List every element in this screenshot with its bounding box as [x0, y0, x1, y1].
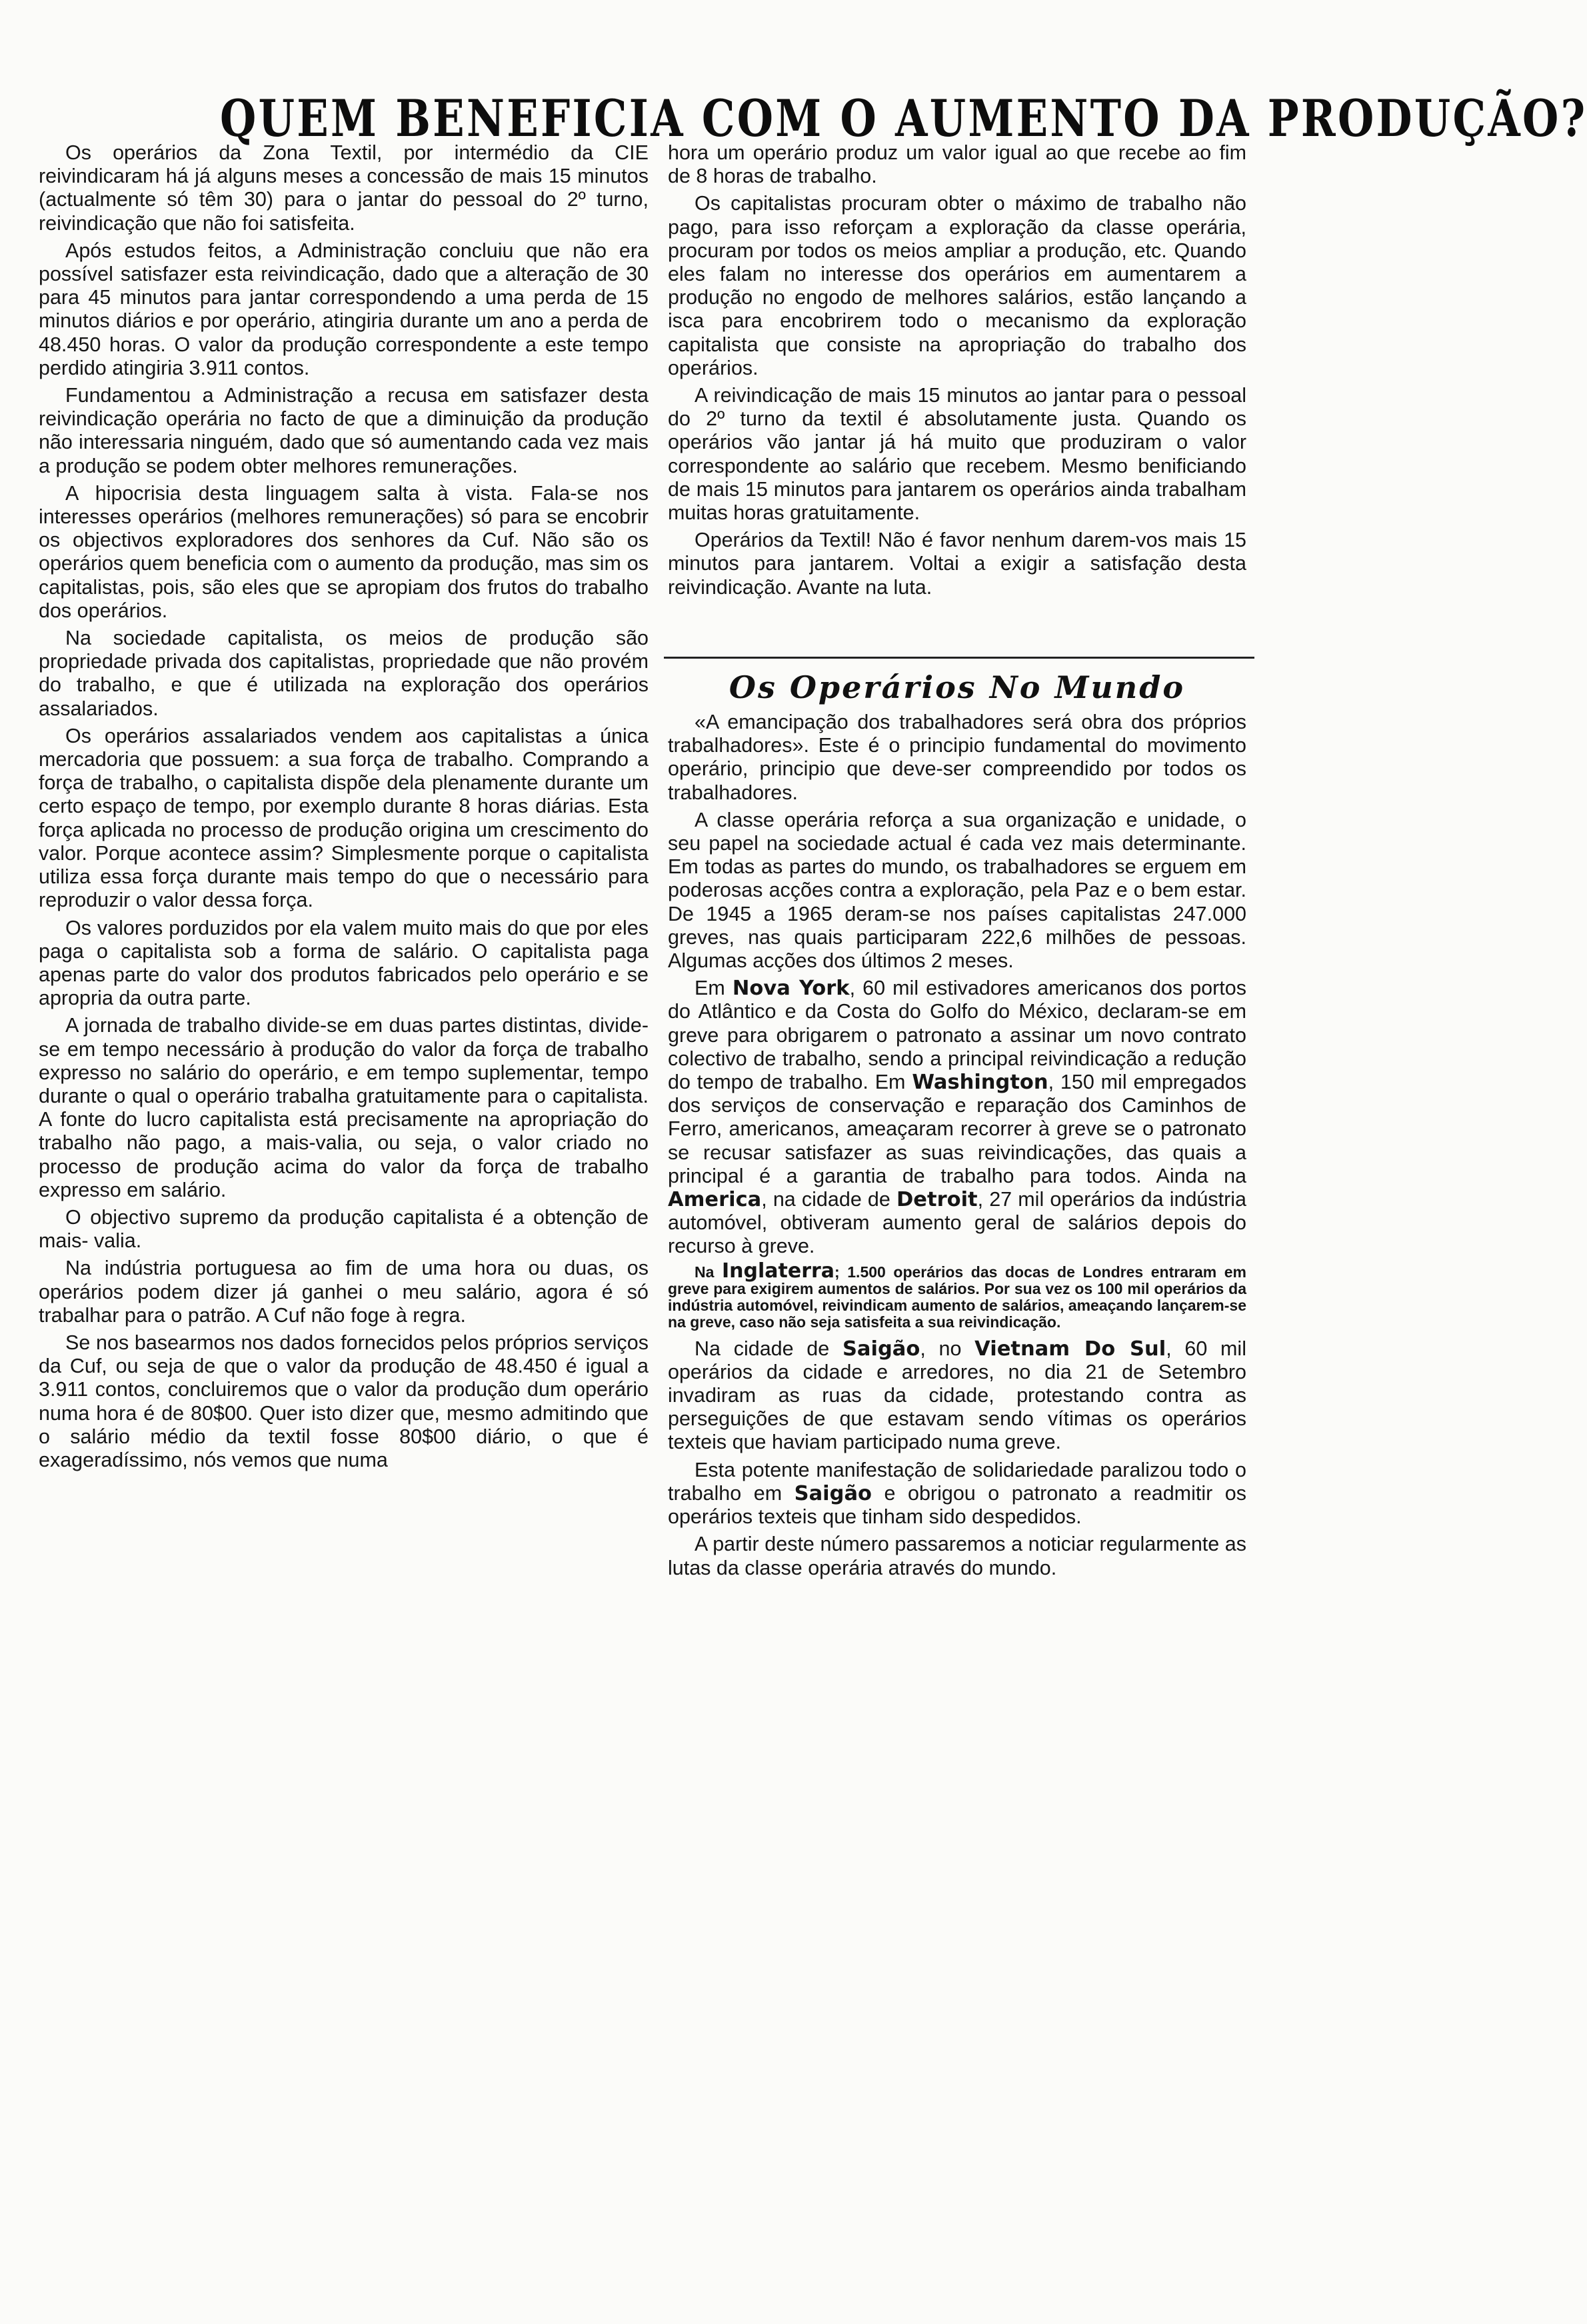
text-run: , 27 mil operários da indústria automóvel, obtiveram aumento geral de salários depois do recurso à greve.: [668, 1188, 1246, 1258]
article-left-column: [39, 141, 649, 1741]
article-paragraph: Os operários assalariados vendem aos capitalistas a única mercadoria que possuem: a sua força de trabalho. Comprando a força de trabalho, o capitalista dispõe dela plenamente durante um certo espaço de tempo, por exemplo durante 8 horas diárias. Esta força aplicada no processo de produção origina um crescimento do valor. Porque acontece assim? Simplesmente porque o capitalista utiliza essa força durante mais tempo do que o necessário para reproduzir o valor dessa força.: [39, 724, 649, 912]
article-paragraph: Se nos basearmos nos dados fornecidos pelos próprios serviços da Cuf, ou seja de que o valor da produção de 48.450 é igual a 3.911 contos, concluiremos que o valor da produção dum operário numa hora é de 80$00. Quer isto dizer que, mesmo admitindo que o salário médio da textil fosse 80$00 diário, o que é exageradíssimo, nós vemos que numa: [39, 1331, 649, 1471]
place-name: Vietnam Do Sul: [974, 1337, 1166, 1361]
article-paragraph: hora um operário produz um valor igual ao que recebe ao fim de 8 horas de trabalho.: [668, 141, 1246, 188]
text-run: Na cidade de: [695, 1337, 842, 1360]
headline: QUEM BENEFICIA COM O AUMENTO DA PRODUÇÃO?: [220, 89, 1587, 148]
world-paragraph: A classe operária reforça a sua organização e unidade, o seu papel na sociedade actual é cada vez mais determinante. Em todas as partes do mundo, os trabalhadores se erguem em poderosas acções contra a exploração, pela Paz e o bem estar. De 1945 a 1965 deram-se nos países capitalistas 247.000 greves, nas quais participaram 222,6 milhões de pessoas. Algumas acções dos últimos 2 meses.: [668, 808, 1246, 973]
place-name: Detroit: [896, 1188, 978, 1212]
text-run: , 150 mil empregados dos serviços de conservação e reparação dos Caminhos de Ferro, americanos, ameaçaram recorrer à greve se o patronato se recusar satisfazer as suas reivindicações, das quais a principal é a garantia de trabalho para todos. Ainda na: [668, 1071, 1246, 1187]
article-paragraph: A hipocrisia desta linguagem salta à vista. Fala-se nos interesses operários (melhores remunerações) só para se encobrir os objectivos exploradores dos senhores da Cuf. Não são os operários quem beneficia com o aumento da produção, mas sim os capitalistas, pois, são eles que se apropiam dos frutos do trabalho dos operários.: [39, 481, 649, 622]
world-paragraph: «A emancipação dos trabalhadores será obra dos próprios trabalhadores». Este é o principio fundamental do movimento operário, principio que deve-ser compreendido por todos os trabalhadores.: [668, 711, 1246, 804]
text-run: , 60 mil operários da cidade e arredores, no dia 21 de Setembro invadiram as ruas da cidade, protestando contra as perseguições de que estavam sendo vítimas os operários texteis que haviam participado numa greve.: [668, 1337, 1246, 1454]
text-run: Esta potente manifestação de solidariedade paralizou todo o trabalho em: [668, 1458, 1246, 1505]
world-paragraph: [668, 1459, 1246, 1529]
article-paragraph: A reivindicação de mais 15 minutos ao jantar para o pessoal do 2º turno da textil é absolutamente justa. Quando os operários vão jantar já há muito que produziram o valor correspondente ao salário que recebem. Mesmo benificiando de mais 15 minutos para jantarem os operários ainda trabalham muitas horas gratuitamente.: [668, 384, 1246, 525]
article-paragraph: Os capitalistas procuram obter o máximo de trabalho não pago, para isso reforçam a exploração da classe operária, procuram por todos os meios ampliar a produção, etc. Quando eles falam no interesse dos operários em aumentarem a produção no engodo de melhores salários, estão lançando a isca para encobrirem todo o mecanismo da exploração capitalista que consiste na apropriação do trabalho dos operários.: [668, 192, 1246, 379]
article-paragraph: A jornada de trabalho divide-se em duas partes distintas, divide-se em tempo necessário à produção do valor da força de trabalho expresso no salário do operário, e em tempo suplementar, tempo durante o qual o operário trabalha gratuitamente para o capitalista. A fonte do lucro capitalista está precisamente na apropriação do trabalho não pago, a mais-valia, ou seja, o valor criado no processo de produção acima do valor da força de trabalho expresso em salário.: [39, 1014, 649, 1201]
article-paragraph: Na sociedade capitalista, os meios de produção são propriedade privada dos capitalistas, propriedade que não provém do trabalho, e que é utilizada na exploração dos operários assalariados.: [39, 627, 649, 720]
world-section: [668, 711, 1246, 2324]
place-name: Inglaterra: [721, 1259, 835, 1283]
article-paragraph: Após estudos feitos, a Administração concluiu que não era possível satisfazer esta reivindicação, dado que a alteração de 30 para 45 minutos para jantar correspondendo a uma perda de 15 minutos diários e por operário, atingiria durante um ano a perda de 48.450 horas. O valor da produção correspondente a este tempo perdido atingiria 3.911 contos.: [39, 239, 649, 379]
place-name: Washington: [912, 1071, 1048, 1095]
world-paragraph: [668, 1337, 1246, 1455]
article-paragraph: Operários da Textil! Não é favor nenhum darem-vos mais 15 minutos para jantarem. Voltai a exigir a satisfação desta reivindicação. Avante na luta.: [668, 529, 1246, 599]
world-paragraph: A partir deste número passaremos a noticiar regularmente as lutas da classe operária através do mundo.: [668, 1533, 1246, 1579]
section-title: Os Operários No Mundo: [729, 669, 1186, 705]
article-paragraph: Na indústria portuguesa ao fim de uma hora ou duas, os operários podem dizer já ganhei o meu salário, agora é só trabalhar para o patrão. A Cuf não foge à regra.: [39, 1257, 649, 1327]
place-name: Saigão: [794, 1481, 872, 1505]
text-run: e obrigou o patronato a readmitir os operários texteis que tinham sido despedidos.: [668, 1481, 1246, 1529]
text-run: , 60 mil estivadores americanos dos portos do Atlântico e da Costa do Golfo do México, declaram-se em greve para obrigarem o patronato a assinar um novo contrato colectivo de trabalho, sendo a principal reivindicação a redução do tempo de trabalho. Em: [668, 977, 1246, 1094]
place-name: Nova York: [732, 977, 850, 1001]
article-paragraph: Os operários da Zona Textil, por intermédio da CIE reivindicaram há já alguns meses a concessão de mais 15 minutos (actualmente só têm 30) para o jantar do pessoal do 2º turno, reivindicação que não foi satisfeita.: [39, 141, 649, 235]
article-paragraph: Fundamentou a Administração a recusa em satisfazer desta reivindicação operária no facto de que a diminuição da produção não interessaria ninguém, dado que só aumentando cada vez mais a produção se podem obter melhores remunerações.: [39, 384, 649, 477]
section-divider: [664, 657, 1254, 659]
text-run: , no: [920, 1337, 975, 1360]
place-name: America: [668, 1188, 762, 1212]
text-run: ; 1.500 operários das docas de Londres entraram em greve para exigirem aumentos de salários. Por sua vez os 100 mil operários da indústria automóvel, reivindicam aumento de salários, ameaçando lançarem-se na greve, caso não seja satisfeita a sua reivindicação.: [668, 1263, 1246, 1331]
place-name: Saigão: [842, 1337, 920, 1361]
world-paragraph: [668, 977, 1246, 1258]
text-run: , na cidade de: [761, 1188, 896, 1211]
text-run: Na: [695, 1263, 722, 1281]
text-run: Em: [695, 977, 733, 1000]
world-paragraph-small: [668, 1259, 1246, 1331]
article-paragraph: O objectivo supremo da produção capitalista é a obtenção de mais- valia.: [39, 1205, 649, 1253]
article-paragraph: Os valores porduzidos por ela valem muito mais do que por eles paga o capitalista sob a forma de salário. O capitalista paga apenas parte do valor dos produtos fabricados pelo operário e se apropria da outra parte.: [39, 916, 649, 1010]
